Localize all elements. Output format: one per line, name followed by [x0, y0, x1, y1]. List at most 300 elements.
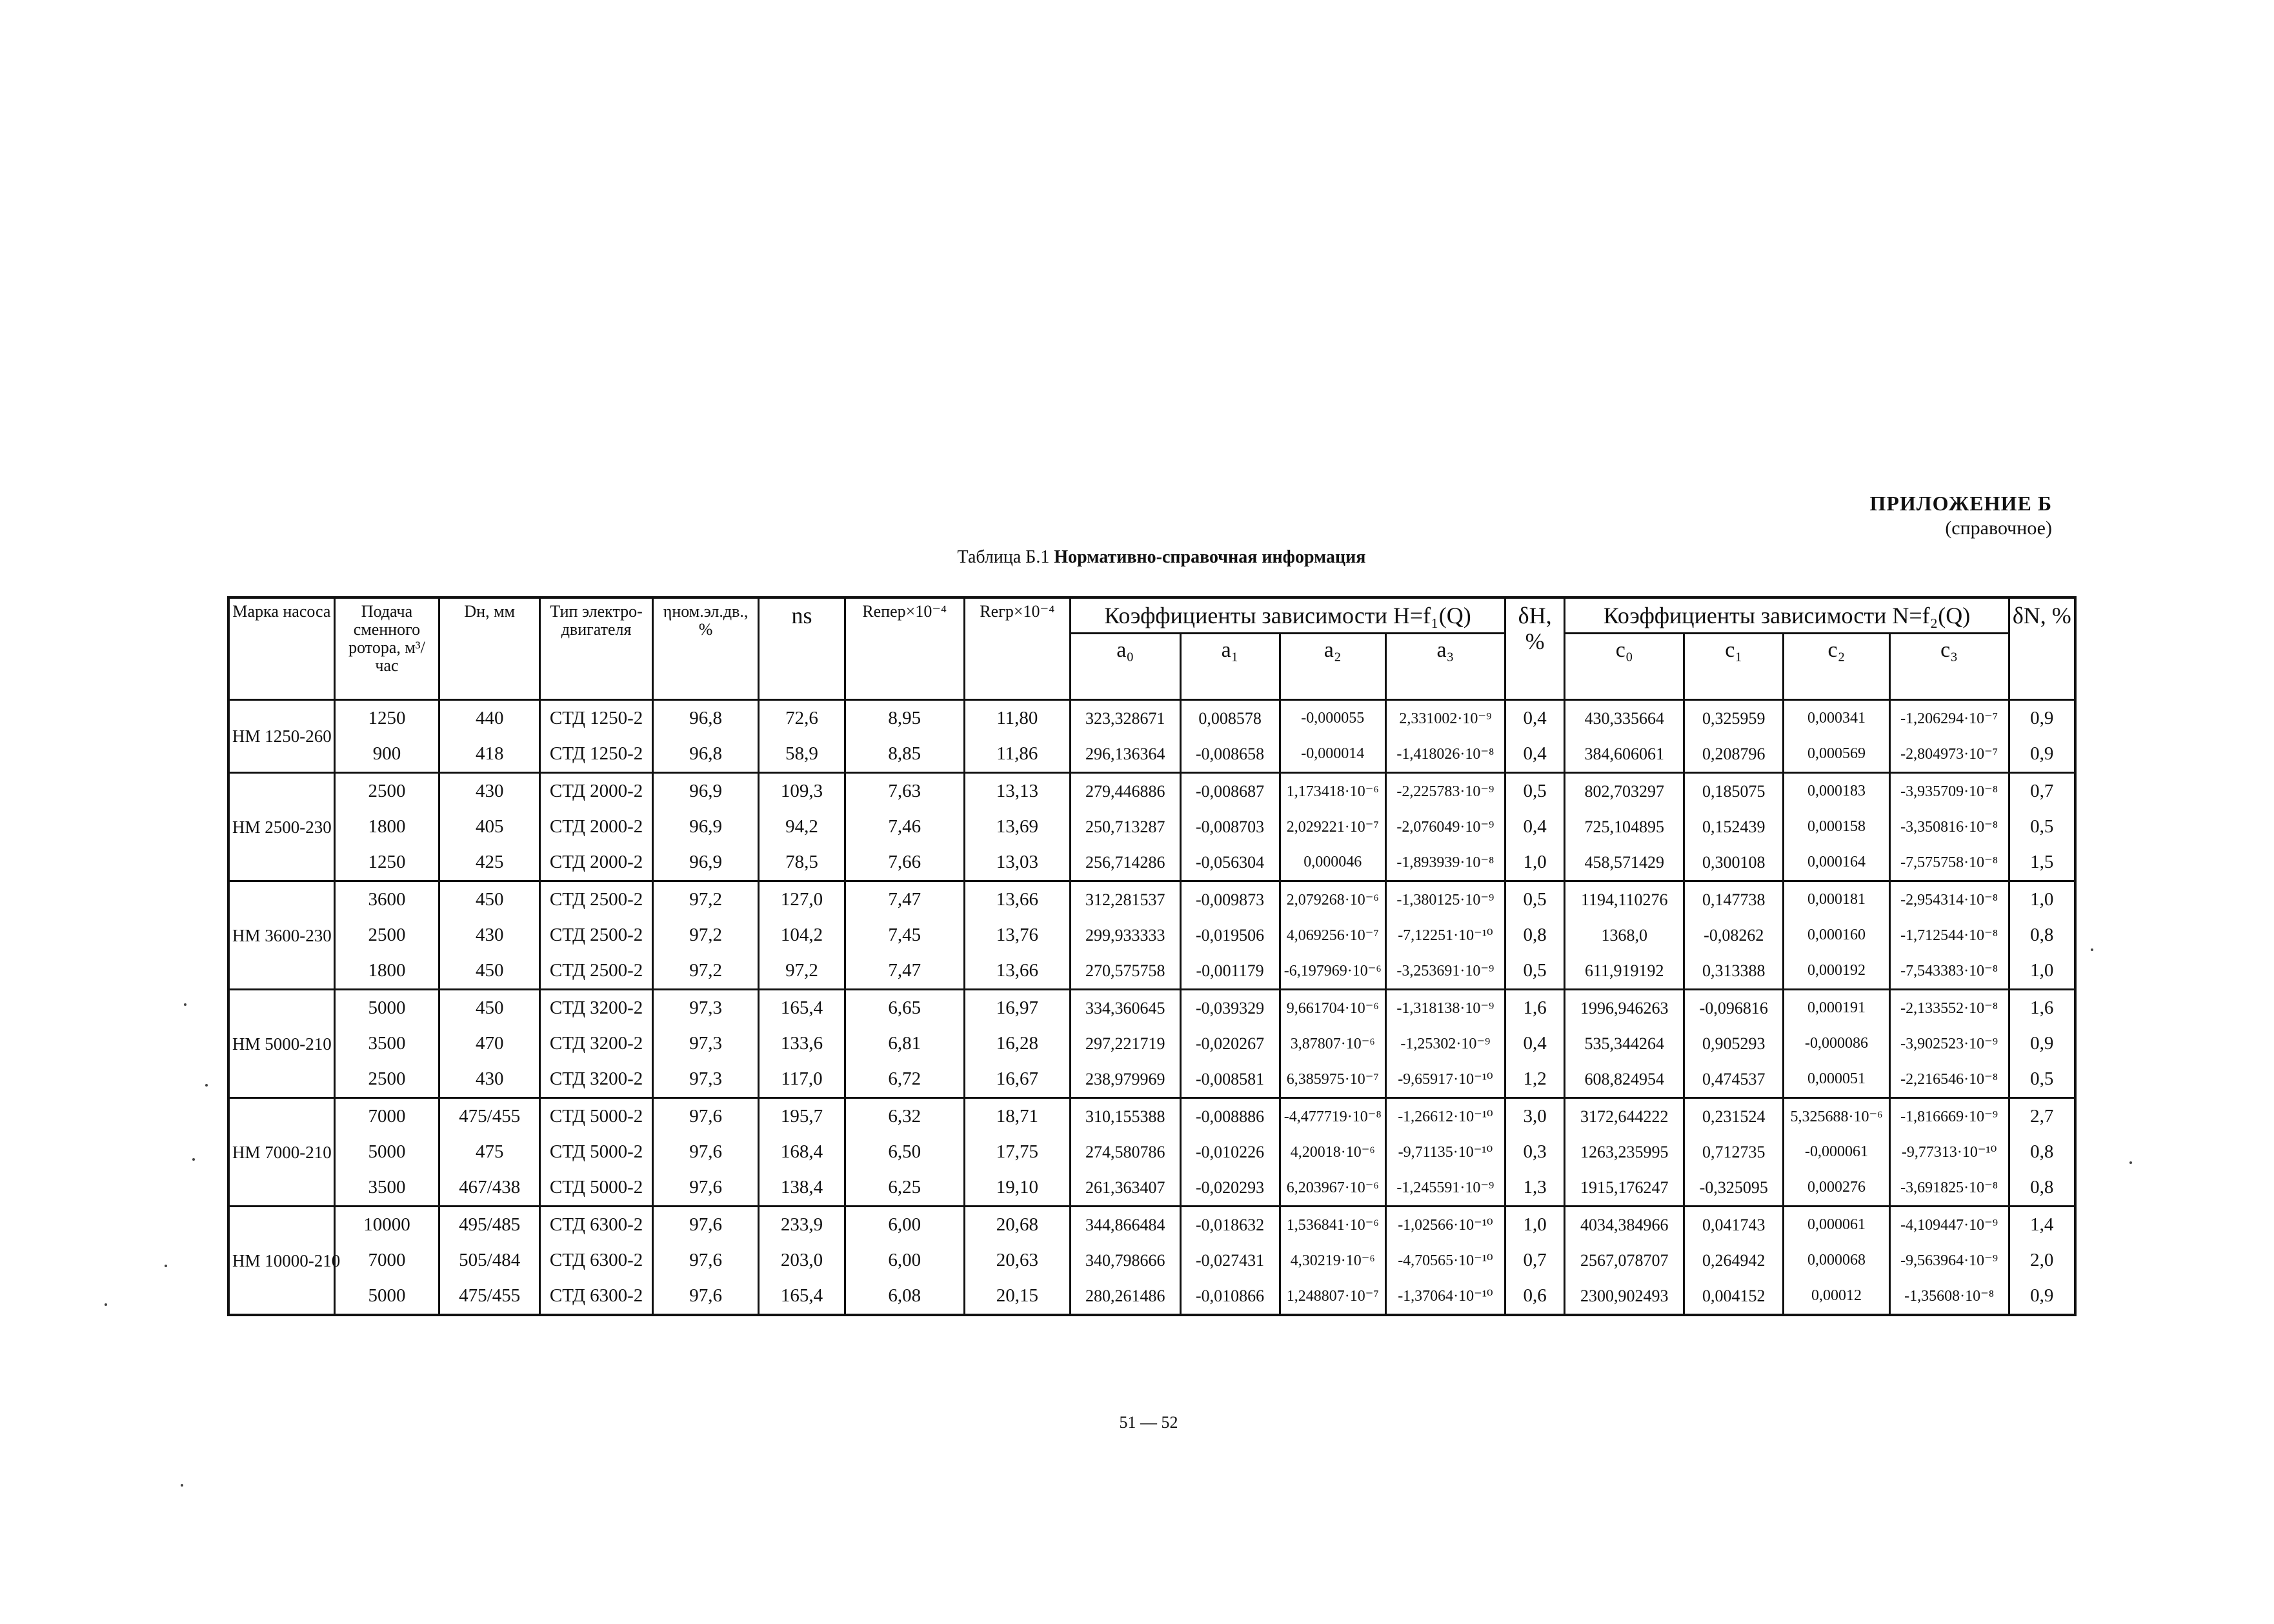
- table-cell: 97,2: [652, 917, 758, 953]
- table-cell: 127,0: [759, 881, 845, 918]
- table-cell: -3,691825·10⁻⁸: [1889, 1170, 2009, 1207]
- table-cell: 0,152439: [1684, 809, 1784, 845]
- header-coef-h: Коэффициенты зависимости H=f₁(Q): [1071, 597, 1505, 634]
- table-cell: 72,6: [759, 700, 845, 737]
- table-cell: 256,714286: [1071, 845, 1181, 881]
- table-cell: 0,7: [1505, 1243, 1564, 1278]
- appendix-title: ПРИЛОЖЕНИЕ Б: [1869, 492, 2052, 515]
- table-cell: 20,15: [964, 1278, 1070, 1315]
- table-row: [228, 809, 2075, 845]
- table-row: [228, 881, 2075, 918]
- table-cell: 97,6: [652, 1207, 758, 1243]
- table-cell: 0,5: [1505, 881, 1564, 918]
- table-cell: 16,67: [964, 1061, 1070, 1098]
- table-cell: 3,87807·10⁻⁶: [1280, 1026, 1385, 1061]
- table-cell: -0,018632: [1180, 1207, 1280, 1243]
- table-cell: 9,661704·10⁻⁶: [1280, 990, 1385, 1027]
- table-cell: СТД 2500-2: [540, 881, 653, 918]
- table-cell: 7000: [334, 1243, 439, 1278]
- table-row: [228, 1098, 2075, 1135]
- table-cell: 6,81: [845, 1026, 964, 1061]
- table-cell: 5000: [334, 1278, 439, 1315]
- table-cell: 3600: [334, 881, 439, 918]
- table-cell: -2,954314·10⁻⁸: [1889, 881, 2009, 918]
- table-cell: -0,008581: [1180, 1061, 1280, 1098]
- table-cell: СТД 5000-2: [540, 1170, 653, 1207]
- table-caption-prefix: Таблица Б.1: [957, 547, 1054, 567]
- table-cell: 133,6: [759, 1026, 845, 1061]
- table-cell: СТД 2000-2: [540, 809, 653, 845]
- table-cell: -2,216546·10⁻⁸: [1889, 1061, 2009, 1098]
- table-cell: 440: [439, 700, 540, 737]
- table-cell: 97,3: [652, 990, 758, 1027]
- table-cell: 8,85: [845, 736, 964, 773]
- table-cell: СТД 6300-2: [540, 1278, 653, 1315]
- table-cell: 13,66: [964, 953, 1070, 990]
- table-cell: 1250: [334, 700, 439, 737]
- table-cell: 535,344264: [1565, 1026, 1684, 1061]
- pump-brand-cell: НМ 2500-230: [228, 773, 334, 881]
- table-cell: 0,000341: [1784, 700, 1889, 737]
- pump-brand-cell: НМ 7000-210: [228, 1098, 334, 1207]
- table-cell: -1,245591·10⁻⁹: [1385, 1170, 1505, 1207]
- header-c0: c₀: [1565, 634, 1684, 700]
- table-cell: 430: [439, 773, 540, 810]
- table-cell: 0,474537: [1684, 1061, 1784, 1098]
- table-cell: 0,000061: [1784, 1207, 1889, 1243]
- table-cell: -2,133552·10⁻⁸: [1889, 990, 2009, 1027]
- table-cell: 0,9: [2009, 1278, 2075, 1315]
- table-cell: 458,571429: [1565, 845, 1684, 881]
- table-cell: 96,9: [652, 809, 758, 845]
- table-cell: 2500: [334, 917, 439, 953]
- table-cell: 0,4: [1505, 809, 1564, 845]
- table-cell: 11,86: [964, 736, 1070, 773]
- table-cell: 802,703297: [1565, 773, 1684, 810]
- table-cell: 1368,0: [1565, 917, 1684, 953]
- table-cell: 3500: [334, 1170, 439, 1207]
- table-cell: -1,712544·10⁻⁸: [1889, 917, 2009, 953]
- table-cell: 470: [439, 1026, 540, 1061]
- table-cell: 900: [334, 736, 439, 773]
- table-cell: -9,65917·10⁻¹⁰: [1385, 1061, 1505, 1098]
- table-cell: 7,47: [845, 881, 964, 918]
- table-cell: -0,020293: [1180, 1170, 1280, 1207]
- header-a1: a₁: [1180, 634, 1280, 700]
- table-cell: 0,8: [2009, 1170, 2075, 1207]
- table-caption-title: Нормативно-справочная информация: [1054, 547, 1366, 567]
- header-dn-pct: δN, %: [2009, 597, 2075, 700]
- table-cell: -0,096816: [1684, 990, 1784, 1027]
- table-cell: 165,4: [759, 1278, 845, 1315]
- table-cell: СТД 1250-2: [540, 700, 653, 737]
- table-cell: 20,68: [964, 1207, 1070, 1243]
- table-cell: 7,47: [845, 953, 964, 990]
- table-cell: 1,248807·10⁻⁷: [1280, 1278, 1385, 1315]
- table-cell: 97,2: [652, 953, 758, 990]
- table-cell: 2567,078707: [1565, 1243, 1684, 1278]
- table-cell: 11,80: [964, 700, 1070, 737]
- table-cell: 6,50: [845, 1134, 964, 1170]
- table-cell: 1,0: [2009, 953, 2075, 990]
- table-cell: 450: [439, 990, 540, 1027]
- table-cell: 97,6: [652, 1098, 758, 1135]
- table-cell: -0,008886: [1180, 1098, 1280, 1135]
- table-cell: 0,000158: [1784, 809, 1889, 845]
- table-cell: 0,5: [1505, 773, 1564, 810]
- table-cell: 430: [439, 917, 540, 953]
- table-cell: 0,313388: [1684, 953, 1784, 990]
- table-cell: 495/485: [439, 1207, 540, 1243]
- table-cell: -3,935709·10⁻⁸: [1889, 773, 2009, 810]
- table-cell: 0,905293: [1684, 1026, 1784, 1061]
- table-cell: 1,0: [2009, 881, 2075, 918]
- table-cell: 78,5: [759, 845, 845, 881]
- table-cell: 13,76: [964, 917, 1070, 953]
- table-cell: 0,008578: [1180, 700, 1280, 737]
- table-cell: 725,104895: [1565, 809, 1684, 845]
- table-cell: 97,2: [759, 953, 845, 990]
- table-cell: СТД 2000-2: [540, 773, 653, 810]
- table-cell: 0,185075: [1684, 773, 1784, 810]
- table-cell: -1,418026·10⁻⁸: [1385, 736, 1505, 773]
- table-cell: 299,933333: [1071, 917, 1181, 953]
- table-cell: 6,32: [845, 1098, 964, 1135]
- table-cell: -1,380125·10⁻⁹: [1385, 881, 1505, 918]
- table-cell: -0,08262: [1684, 917, 1784, 953]
- table-cell: 8,95: [845, 700, 964, 737]
- table-cell: -0,000061: [1784, 1134, 1889, 1170]
- table-cell: 96,8: [652, 736, 758, 773]
- table-cell: СТД 5000-2: [540, 1098, 653, 1135]
- table-cell: 418: [439, 736, 540, 773]
- header-ns: ns: [759, 597, 845, 700]
- table-cell: 0,8: [1505, 917, 1564, 953]
- table-cell: -0,008658: [1180, 736, 1280, 773]
- table-cell: -1,35608·10⁻⁸: [1889, 1278, 2009, 1315]
- table-cell: 1800: [334, 953, 439, 990]
- table-cell: 2,079268·10⁻⁶: [1280, 881, 1385, 918]
- table-cell: 0,3: [1505, 1134, 1564, 1170]
- table-cell: 384,606061: [1565, 736, 1684, 773]
- table-cell: 0,000183: [1784, 773, 1889, 810]
- table-cell: 312,281537: [1071, 881, 1181, 918]
- table-cell: 4,30219·10⁻⁶: [1280, 1243, 1385, 1278]
- header-c2: c₂: [1784, 634, 1889, 700]
- header-re-per: Reпер×10⁻⁴: [845, 597, 964, 700]
- table-cell: 97,6: [652, 1170, 758, 1207]
- table-cell: 16,97: [964, 990, 1070, 1027]
- table-cell: 7000: [334, 1098, 439, 1135]
- table-cell: -1,25302·10⁻⁹: [1385, 1026, 1505, 1061]
- table-cell: 96,9: [652, 773, 758, 810]
- table-cell: -4,70565·10⁻¹⁰: [1385, 1243, 1505, 1278]
- table-cell: 2500: [334, 1061, 439, 1098]
- table-cell: 2,331002·10⁻⁹: [1385, 700, 1505, 737]
- table-cell: 0,004152: [1684, 1278, 1784, 1315]
- table-cell: 0,5: [1505, 953, 1564, 990]
- table-cell: 1263,235995: [1565, 1134, 1684, 1170]
- table-cell: 7,45: [845, 917, 964, 953]
- table-cell: -0,056304: [1180, 845, 1280, 881]
- table-cell: 1,3: [1505, 1170, 1564, 1207]
- table-cell: -0,001179: [1180, 953, 1280, 990]
- table-cell: -7,12251·10⁻¹⁰: [1385, 917, 1505, 953]
- table-row: [228, 1170, 2075, 1207]
- table-row: [228, 845, 2075, 881]
- table-cell: 505/484: [439, 1243, 540, 1278]
- table-cell: 97,3: [652, 1026, 758, 1061]
- pump-brand-cell: НМ 5000-210: [228, 990, 334, 1098]
- table-cell: 0,000046: [1280, 845, 1385, 881]
- header-brand: Марка насоса: [228, 597, 334, 700]
- table-cell: -1,206294·10⁻⁷: [1889, 700, 2009, 737]
- table-cell: 0,041743: [1684, 1207, 1784, 1243]
- header-eta: ηном.эл.дв., %: [652, 597, 758, 700]
- table-cell: 165,4: [759, 990, 845, 1027]
- table-cell: СТД 2000-2: [540, 845, 653, 881]
- table-cell: -0,000086: [1784, 1026, 1889, 1061]
- table-cell: -0,009873: [1180, 881, 1280, 918]
- table-cell: 97,2: [652, 881, 758, 918]
- table-cell: 0,147738: [1684, 881, 1784, 918]
- table-cell: -4,109447·10⁻⁹: [1889, 1207, 2009, 1243]
- table-cell: 0,300108: [1684, 845, 1784, 881]
- table-cell: СТД 3200-2: [540, 1061, 653, 1098]
- table-cell: 323,328671: [1071, 700, 1181, 737]
- table-cell: 430,335664: [1565, 700, 1684, 737]
- table-cell: 10000: [334, 1207, 439, 1243]
- table-cell: 334,360645: [1071, 990, 1181, 1027]
- table-row: [228, 1134, 2075, 1170]
- table-cell: СТД 2500-2: [540, 917, 653, 953]
- table-cell: -0,010226: [1180, 1134, 1280, 1170]
- table-cell: 5000: [334, 1134, 439, 1170]
- table-cell: СТД 3200-2: [540, 1026, 653, 1061]
- table-cell: 0,000276: [1784, 1170, 1889, 1207]
- table-cell: -2,804973·10⁻⁷: [1889, 736, 2009, 773]
- table-cell: 168,4: [759, 1134, 845, 1170]
- table-cell: -0,325095: [1684, 1170, 1784, 1207]
- appendix-subtitle: (справочное): [1945, 517, 2052, 539]
- table-cell: 279,446886: [1071, 773, 1181, 810]
- table-cell: -9,77313·10⁻¹⁰: [1889, 1134, 2009, 1170]
- header-c3: c₃: [1889, 634, 2009, 700]
- table-cell: 611,919192: [1565, 953, 1684, 990]
- table-cell: 274,580786: [1071, 1134, 1181, 1170]
- table-cell: 0,000569: [1784, 736, 1889, 773]
- table-cell: -0,019506: [1180, 917, 1280, 953]
- table-cell: -1,37064·10⁻¹⁰: [1385, 1278, 1505, 1315]
- table-cell: 18,71: [964, 1098, 1070, 1135]
- table-cell: -0,008703: [1180, 809, 1280, 845]
- table-cell: 5,325688·10⁻⁶: [1784, 1098, 1889, 1135]
- table-cell: -0,020267: [1180, 1026, 1280, 1061]
- pump-brand-cell: НМ 1250-260: [228, 700, 334, 773]
- table-cell: 280,261486: [1071, 1278, 1181, 1315]
- table-cell: 310,155388: [1071, 1098, 1181, 1135]
- table-cell: 0,208796: [1684, 736, 1784, 773]
- table-cell: 430: [439, 1061, 540, 1098]
- table-cell: -0,010866: [1180, 1278, 1280, 1315]
- table-cell: 13,03: [964, 845, 1070, 881]
- table-cell: -0,000055: [1280, 700, 1385, 737]
- table-cell: -0,027431: [1180, 1243, 1280, 1278]
- table-cell: 6,25: [845, 1170, 964, 1207]
- header-re-gr: Reгр×10⁻⁴: [964, 597, 1070, 700]
- table-row: [228, 1026, 2075, 1061]
- table-cell: 0,000192: [1784, 953, 1889, 990]
- table-cell: 2,0: [2009, 1243, 2075, 1278]
- header-dh: δH, %: [1505, 597, 1564, 700]
- table-cell: 0,4: [1505, 1026, 1564, 1061]
- table-cell: 203,0: [759, 1243, 845, 1278]
- table-row: [228, 1207, 2075, 1243]
- header-dn: Dн, мм: [439, 597, 540, 700]
- table-cell: 97,3: [652, 1061, 758, 1098]
- table-cell: СТД 3200-2: [540, 990, 653, 1027]
- table-cell: -1,26612·10⁻¹⁰: [1385, 1098, 1505, 1135]
- table-cell: 3,0: [1505, 1098, 1564, 1135]
- table-cell: 1996,946263: [1565, 990, 1684, 1027]
- table-cell: -3,902523·10⁻⁹: [1889, 1026, 2009, 1061]
- table-cell: 250,713287: [1071, 809, 1181, 845]
- table-cell: -2,076049·10⁻⁹: [1385, 809, 1505, 845]
- table-cell: 13,13: [964, 773, 1070, 810]
- table-row: [228, 773, 2075, 810]
- table-cell: 195,7: [759, 1098, 845, 1135]
- table-cell: 6,385975·10⁻⁷: [1280, 1061, 1385, 1098]
- header-a0: a₀: [1071, 634, 1181, 700]
- table-cell: 13,69: [964, 809, 1070, 845]
- table-cell: 109,3: [759, 773, 845, 810]
- table-cell: 104,2: [759, 917, 845, 953]
- table-cell: 3172,644222: [1565, 1098, 1684, 1135]
- table-cell: 0,5: [2009, 809, 2075, 845]
- header-motor: Тип электро-двигателя: [540, 597, 653, 700]
- table-cell: 296,136364: [1071, 736, 1181, 773]
- table-cell: СТД 5000-2: [540, 1134, 653, 1170]
- table-cell: 2300,902493: [1565, 1278, 1684, 1315]
- table-cell: 1,536841·10⁻⁶: [1280, 1207, 1385, 1243]
- table-cell: 2500: [334, 773, 439, 810]
- table-cell: 0,000160: [1784, 917, 1889, 953]
- table-cell: -0,039329: [1180, 990, 1280, 1027]
- table-cell: 4,20018·10⁻⁶: [1280, 1134, 1385, 1170]
- table-cell: 1,2: [1505, 1061, 1564, 1098]
- table-cell: 17,75: [964, 1134, 1070, 1170]
- table-cell: 0,000181: [1784, 881, 1889, 918]
- table-cell: 0,7: [2009, 773, 2075, 810]
- table-row: [228, 990, 2075, 1027]
- table-cell: 97,6: [652, 1278, 758, 1315]
- pump-brand-cell: НМ 10000-210: [228, 1207, 334, 1316]
- header-a2: a₂: [1280, 634, 1385, 700]
- table-cell: 475/455: [439, 1098, 540, 1135]
- table-cell: 1,0: [1505, 845, 1564, 881]
- table-cell: 270,575758: [1071, 953, 1181, 990]
- table-cell: 1,173418·10⁻⁶: [1280, 773, 1385, 810]
- table-row: [228, 953, 2075, 990]
- table-cell: 450: [439, 953, 540, 990]
- table-row: [228, 917, 2075, 953]
- table-row: [228, 736, 2075, 773]
- table-cell: 0,9: [2009, 1026, 2075, 1061]
- table-cell: 20,63: [964, 1243, 1070, 1278]
- table-cell: -1,893939·10⁻⁸: [1385, 845, 1505, 881]
- table-cell: 425: [439, 845, 540, 881]
- table-cell: 450: [439, 881, 540, 918]
- table-caption: [839, 547, 1484, 568]
- table-cell: 1,6: [1505, 990, 1564, 1027]
- pump-brand-cell: НМ 3600-230: [228, 881, 334, 990]
- table-cell: 233,9: [759, 1207, 845, 1243]
- table-cell: -0,008687: [1180, 773, 1280, 810]
- table-cell: СТД 6300-2: [540, 1243, 653, 1278]
- table-cell: -0,000014: [1280, 736, 1385, 773]
- table-cell: 0,000164: [1784, 845, 1889, 881]
- table-cell: СТД 2500-2: [540, 953, 653, 990]
- table-cell: 0,000191: [1784, 990, 1889, 1027]
- table-cell: -2,225783·10⁻⁹: [1385, 773, 1505, 810]
- table-cell: -9,71135·10⁻¹⁰: [1385, 1134, 1505, 1170]
- table-cell: СТД 1250-2: [540, 736, 653, 773]
- table-cell: 405: [439, 809, 540, 845]
- table-cell: -7,575758·10⁻⁸: [1889, 845, 2009, 881]
- table-cell: СТД 6300-2: [540, 1207, 653, 1243]
- table-cell: 0,000068: [1784, 1243, 1889, 1278]
- table-cell: 16,28: [964, 1026, 1070, 1061]
- header-coef-n: Коэффициенты зависимости N=f₂(Q): [1565, 597, 2009, 634]
- pump-reference-table: [227, 596, 2077, 1316]
- table-cell: 5000: [334, 990, 439, 1027]
- table-cell: 0,8: [2009, 1134, 2075, 1170]
- table-cell: 0,00012: [1784, 1278, 1889, 1315]
- table-cell: 0,6: [1505, 1278, 1564, 1315]
- table-cell: 297,221719: [1071, 1026, 1181, 1061]
- table-cell: 475: [439, 1134, 540, 1170]
- table-cell: 2,029221·10⁻⁷: [1280, 809, 1385, 845]
- table-cell: 1250: [334, 845, 439, 881]
- header-flow: Подача сменного ротора, м³/час: [334, 597, 439, 700]
- page-number: 51 — 52: [1119, 1413, 1178, 1432]
- table-cell: 6,08: [845, 1278, 964, 1315]
- table-cell: 0,325959: [1684, 700, 1784, 737]
- table-cell: 0,4: [1505, 700, 1564, 737]
- header-a3: a₃: [1385, 634, 1505, 700]
- table-cell: 97,6: [652, 1134, 758, 1170]
- table-cell: 4,069256·10⁻⁷: [1280, 917, 1385, 953]
- table-cell: 344,866484: [1071, 1207, 1181, 1243]
- table-cell: 1,5: [2009, 845, 2075, 881]
- table-cell: 0,9: [2009, 700, 2075, 737]
- table-cell: 6,00: [845, 1243, 964, 1278]
- table-cell: 475/455: [439, 1278, 540, 1315]
- table-row: [228, 1278, 2075, 1315]
- table-cell: -1,816669·10⁻⁹: [1889, 1098, 2009, 1135]
- table-cell: 0,712735: [1684, 1134, 1784, 1170]
- table-cell: -1,02566·10⁻¹⁰: [1385, 1207, 1505, 1243]
- table-cell: 6,72: [845, 1061, 964, 1098]
- table-row: [228, 700, 2075, 737]
- table-cell: 1915,176247: [1565, 1170, 1684, 1207]
- table-cell: 94,2: [759, 809, 845, 845]
- table-cell: -4,477719·10⁻⁸: [1280, 1098, 1385, 1135]
- table-body: [228, 700, 2075, 1316]
- table-cell: 1,0: [1505, 1207, 1564, 1243]
- table-cell: 0,4: [1505, 736, 1564, 773]
- table-cell: 1800: [334, 809, 439, 845]
